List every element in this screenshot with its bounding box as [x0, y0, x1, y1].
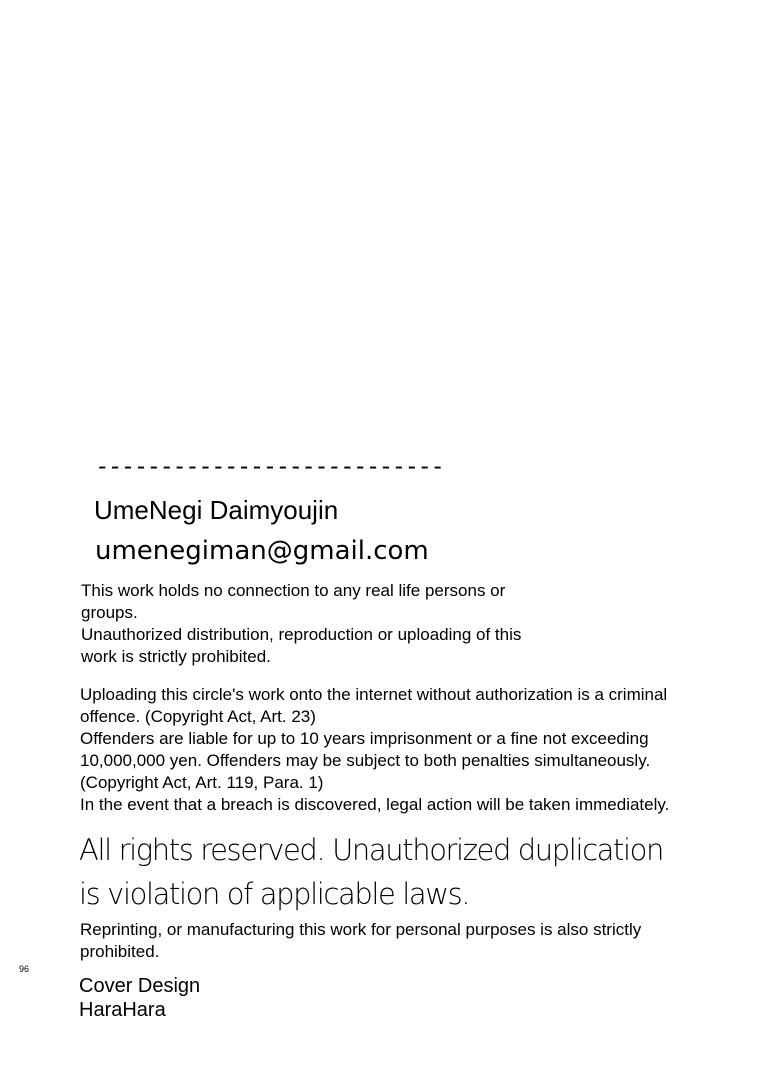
section-divider: ---------------------------: [95, 452, 444, 480]
disclaimer-block: [81, 580, 551, 668]
rights-statement: [79, 828, 699, 916]
rights-line: is violation of applicable laws.: [79, 877, 470, 911]
reprint-notice: Reprinting, or manufacturing this work for personal purposes is also strictly prohibited.: [80, 920, 642, 961]
credit-name: HaraHara: [79, 999, 166, 1021]
legal-paragraph: In the event that a breach is discovered, legal action will be taken immediately.: [80, 795, 670, 814]
disclaimer-line: Unauthorized distribution, reproduction or uploading of this work is strictly prohibited.: [81, 625, 522, 666]
disclaimer-line: This work holds no connection to any real life persons or groups.: [81, 581, 506, 622]
legal-notice: [80, 684, 730, 816]
contact-email: umenegiman@gmail.com: [95, 536, 429, 566]
legal-paragraph: Uploading this circle's work onto the internet without authorization is a criminal offence. (Copyright Act, Art. 23): [80, 685, 668, 726]
credits-block: [79, 974, 200, 1022]
page-number: 96: [19, 964, 30, 974]
legal-paragraph: Offenders are liable for up to 10 years imprisonment or a fine not exceeding 10,000,000 yen. Offenders may be subject to both penalties simultaneously. (Copyright Act, Art. 119, Para. 1): [80, 729, 651, 792]
circle-name: UmeNegi Daimyoujin: [94, 495, 339, 525]
credit-role: Cover Design: [79, 975, 201, 997]
rights-line: All rights reserved. Unauthorized duplication: [79, 833, 663, 867]
